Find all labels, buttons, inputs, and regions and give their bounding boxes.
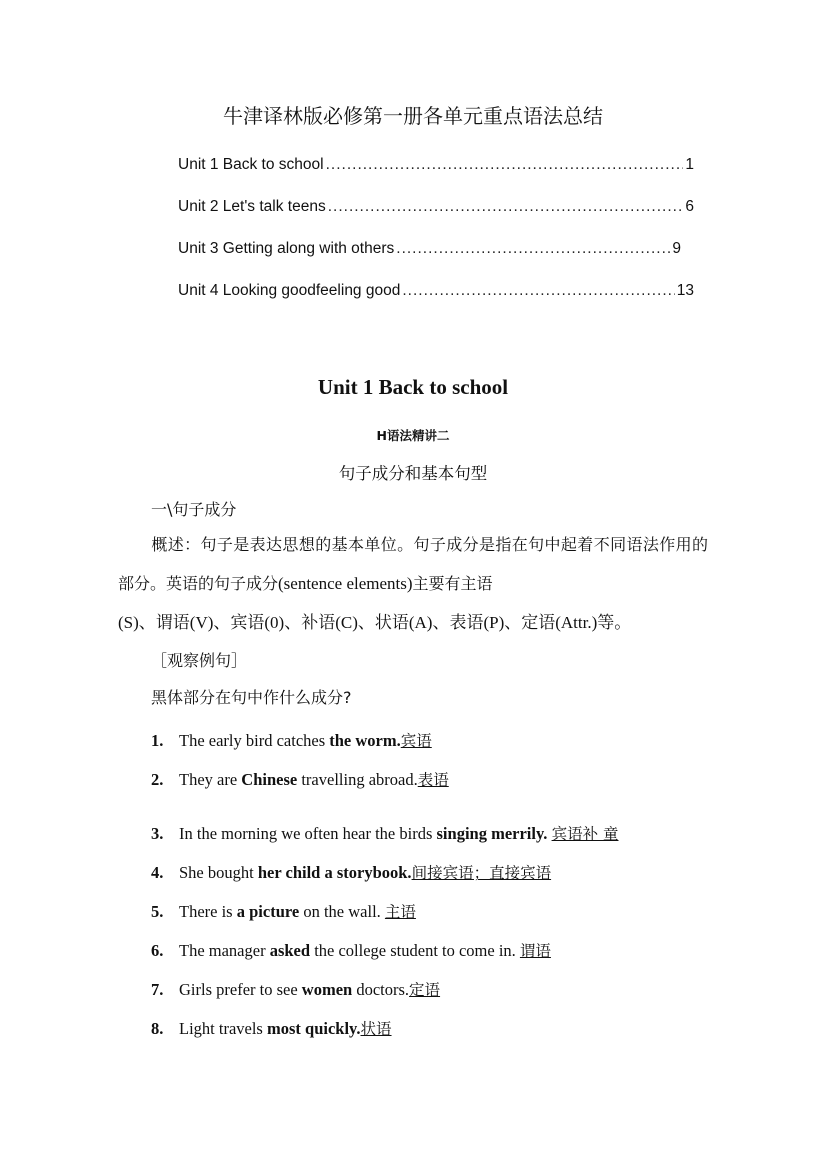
example-answer: 定语 [409,981,441,999]
example-bold: women [301,980,353,999]
example-number: 8. [151,1019,164,1038]
toc-label: Unit 1 Back to school [178,156,324,173]
toc-entry-1[interactable] [178,156,694,174]
example-bold: Chinese [241,770,298,789]
toc-label: Unit 2 Let's talk teens [178,198,326,215]
example-bold: most quickly. [266,1019,361,1038]
toc-page: 6 [685,198,694,215]
example-text-tail: the college student to come in. [310,941,520,960]
toc-leader [402,282,674,300]
question-text: 黑体部分在句中作什么成分? [151,688,352,707]
example-bold: singing merrily. [436,824,548,843]
section-heading: 一\句子成分 [151,500,237,519]
toc-leader [328,198,684,216]
toc-page: 9 [672,240,681,257]
grammar-label: H语法精讲二 [376,428,450,443]
overview-line-3: (S)、谓语(V)、宾语(0)、补语(C)、状语(A)、表语(P)、定语(Attr.)等。 [118,613,632,632]
example-number: 2. [151,770,164,789]
toc-entry-3[interactable] [178,240,681,258]
toc-leader [326,156,684,174]
toc-leader [396,240,670,258]
example-number: 6. [151,941,164,960]
example-text: The early bird catches [179,731,330,750]
example-answer: 状语 [360,1020,392,1038]
toc-page: 1 [685,156,694,173]
example-number: 5. [151,902,164,921]
example-number: 7. [151,980,164,999]
document-title: 牛津译林版必修第一册各单元重点语法总结 [223,104,603,128]
unit-title: Unit 1 Back to school [317,375,509,399]
example-answer: 宾语补 童 [551,825,619,843]
example-answer: 谓语 [519,942,551,960]
example-number: 4. [151,863,164,882]
example-answer: 主语 [384,903,416,921]
example-bold: asked [269,941,311,960]
toc-label: Unit 3 Getting along with others [178,240,395,257]
example-bold: a picture [236,902,300,921]
example-7 [151,978,440,1000]
example-answer: 间接宾语；直接宾语 [411,864,552,882]
example-text: They are [179,770,242,789]
overview-text-1: 概述：句子是表达思想的基本单位。句子成分是指在句中起着不同语法作用的部分。英语的句子成分 [118,535,708,593]
example-text: There is [179,902,237,921]
example-4 [151,861,551,883]
example-6 [151,939,551,961]
overview-text-2: 主要有主语 [412,574,493,593]
overview-en-term: (sentence elements) [278,574,413,593]
example-answer: 宾语 [400,732,432,750]
toc-entry-2[interactable] [178,198,694,216]
example-text-tail: on the wall. [299,902,385,921]
overview-paragraph [118,525,708,642]
example-answer: 表语 [417,771,449,789]
example-number: 3. [151,824,164,843]
example-1 [151,729,432,751]
example-bold: her child a storybook. [257,863,412,882]
example-text: Light travels [179,1019,267,1038]
toc-entry-4[interactable] [178,282,694,300]
example-text: In the morning we often hear the birds [179,824,437,843]
toc-page: 13 [676,282,694,299]
example-bold: the worm. [329,731,401,750]
toc-label: Unit 4 Looking goodfeeling good [178,282,401,299]
example-text: The manager [179,941,270,960]
example-2 [151,768,449,790]
example-5 [151,900,416,922]
example-text: She bought [179,863,258,882]
example-number: 1. [151,731,164,750]
topic-heading: 句子成分和基本句型 [338,464,488,483]
example-text-tail: travelling abroad. [297,770,418,789]
example-8 [151,1017,392,1039]
example-3 [151,822,619,844]
example-text-tail: doctors. [352,980,410,999]
example-text: Girls prefer to see [179,980,302,999]
observe-label: ［观察例句］ [151,651,248,670]
